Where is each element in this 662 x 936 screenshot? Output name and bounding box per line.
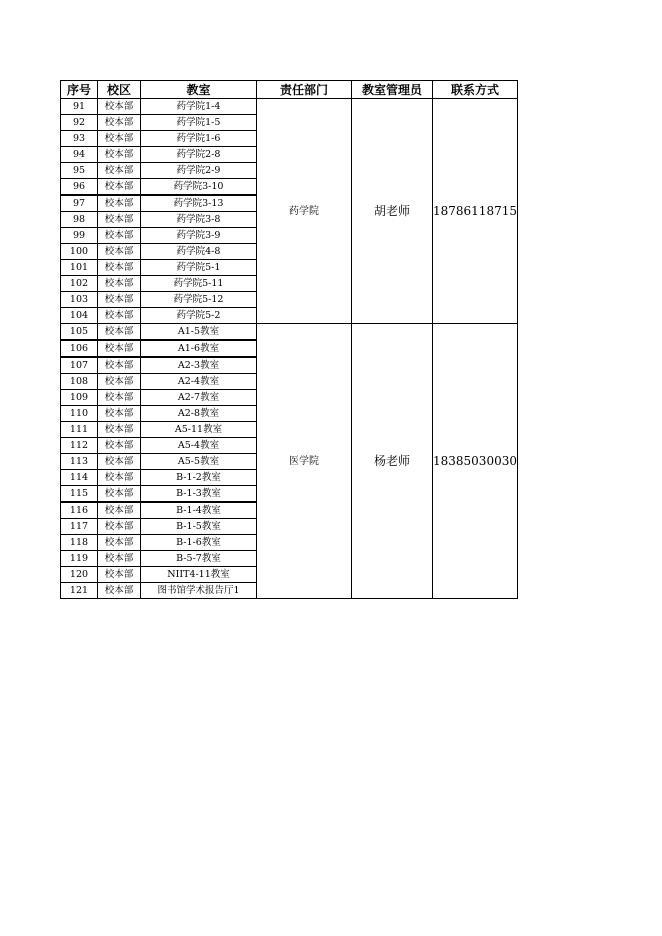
- cell-campus: 校本部: [98, 99, 141, 115]
- cell-campus: 校本部: [98, 535, 141, 551]
- cell-campus: 校本部: [98, 519, 141, 535]
- cell-campus: 校本部: [98, 260, 141, 276]
- classroom-table: [60, 80, 518, 599]
- cell-no: 118: [61, 535, 98, 551]
- header-campus: 校区: [98, 81, 141, 99]
- cell-room: B-1-5教室: [141, 519, 257, 535]
- cell-campus: 校本部: [98, 406, 141, 422]
- cell-manager: 杨老师: [352, 324, 433, 599]
- cell-no: 97: [61, 195, 98, 212]
- header-row: [61, 81, 518, 99]
- cell-room: 药学院2-8: [141, 147, 257, 163]
- cell-campus: 校本部: [98, 486, 141, 503]
- cell-campus: 校本部: [98, 340, 141, 357]
- cell-campus: 校本部: [98, 131, 141, 147]
- cell-campus: 校本部: [98, 195, 141, 212]
- table-body: [61, 99, 518, 599]
- cell-no: 91: [61, 99, 98, 115]
- cell-room: A5-5教室: [141, 454, 257, 470]
- cell-room: B-5-7教室: [141, 551, 257, 567]
- cell-room: 药学院4-8: [141, 244, 257, 260]
- cell-campus: 校本部: [98, 292, 141, 308]
- cell-campus: 校本部: [98, 583, 141, 599]
- cell-campus: 校本部: [98, 422, 141, 438]
- cell-campus: 校本部: [98, 357, 141, 374]
- cell-room: 药学院3-9: [141, 228, 257, 244]
- cell-room: 药学院3-13: [141, 195, 257, 212]
- cell-no: 95: [61, 163, 98, 179]
- cell-no: 104: [61, 308, 98, 324]
- cell-campus: 校本部: [98, 390, 141, 406]
- cell-campus: 校本部: [98, 324, 141, 341]
- cell-room: A2-7教室: [141, 390, 257, 406]
- cell-room: 药学院5-12: [141, 292, 257, 308]
- cell-room: A5-4教室: [141, 438, 257, 454]
- header-room: 教室: [141, 81, 257, 99]
- cell-room: 药学院1-5: [141, 115, 257, 131]
- cell-room: A1-6教室: [141, 340, 257, 357]
- cell-room: A2-3教室: [141, 357, 257, 374]
- cell-campus: 校本部: [98, 244, 141, 260]
- cell-campus: 校本部: [98, 454, 141, 470]
- cell-room: B-1-4教室: [141, 502, 257, 519]
- cell-room: 药学院1-6: [141, 131, 257, 147]
- cell-campus: 校本部: [98, 308, 141, 324]
- cell-department: 药学院: [257, 99, 352, 324]
- cell-no: 100: [61, 244, 98, 260]
- cell-room: B-1-6教室: [141, 535, 257, 551]
- header-department: 责任部门: [257, 81, 352, 99]
- cell-room: 药学院5-11: [141, 276, 257, 292]
- cell-room: A1-5教室: [141, 324, 257, 341]
- cell-phone: 18385030030: [433, 324, 518, 599]
- cell-no: 110: [61, 406, 98, 422]
- cell-no: 93: [61, 131, 98, 147]
- cell-room: 图书馆学术报告厅1: [141, 583, 257, 599]
- cell-no: 114: [61, 470, 98, 486]
- cell-room: NIIT4-11教室: [141, 567, 257, 583]
- cell-campus: 校本部: [98, 228, 141, 244]
- cell-room: A2-8教室: [141, 406, 257, 422]
- cell-no: 107: [61, 357, 98, 374]
- cell-campus: 校本部: [98, 567, 141, 583]
- cell-campus: 校本部: [98, 551, 141, 567]
- cell-no: 106: [61, 340, 98, 357]
- cell-no: 94: [61, 147, 98, 163]
- cell-no: 120: [61, 567, 98, 583]
- cell-no: 115: [61, 486, 98, 503]
- cell-campus: 校本部: [98, 115, 141, 131]
- cell-campus: 校本部: [98, 179, 141, 196]
- cell-campus: 校本部: [98, 470, 141, 486]
- cell-no: 111: [61, 422, 98, 438]
- cell-no: 99: [61, 228, 98, 244]
- table-header: [61, 81, 518, 99]
- cell-campus: 校本部: [98, 163, 141, 179]
- cell-no: 103: [61, 292, 98, 308]
- cell-room: 药学院3-10: [141, 179, 257, 196]
- cell-room: A2-4教室: [141, 374, 257, 390]
- cell-no: 109: [61, 390, 98, 406]
- cell-campus: 校本部: [98, 212, 141, 228]
- cell-room: B-1-3教室: [141, 486, 257, 503]
- cell-room: 药学院5-2: [141, 308, 257, 324]
- cell-no: 117: [61, 519, 98, 535]
- cell-no: 98: [61, 212, 98, 228]
- cell-no: 113: [61, 454, 98, 470]
- cell-no: 116: [61, 502, 98, 519]
- cell-room: A5-11教室: [141, 422, 257, 438]
- cell-no: 119: [61, 551, 98, 567]
- header-manager: 教室管理员: [352, 81, 433, 99]
- cell-room: 药学院2-9: [141, 163, 257, 179]
- cell-campus: 校本部: [98, 147, 141, 163]
- cell-no: 101: [61, 260, 98, 276]
- cell-phone: 18786118715: [433, 99, 518, 324]
- cell-no: 102: [61, 276, 98, 292]
- table-row: [61, 324, 518, 341]
- cell-room: 药学院1-4: [141, 99, 257, 115]
- cell-no: 112: [61, 438, 98, 454]
- cell-no: 96: [61, 179, 98, 196]
- cell-room: 药学院3-8: [141, 212, 257, 228]
- cell-campus: 校本部: [98, 438, 141, 454]
- header-phone: 联系方式: [433, 81, 518, 99]
- table-row: [61, 99, 518, 115]
- cell-no: 105: [61, 324, 98, 341]
- cell-no: 108: [61, 374, 98, 390]
- cell-department: 医学院: [257, 324, 352, 599]
- cell-campus: 校本部: [98, 374, 141, 390]
- cell-manager: 胡老师: [352, 99, 433, 324]
- cell-campus: 校本部: [98, 502, 141, 519]
- cell-no: 121: [61, 583, 98, 599]
- cell-no: 92: [61, 115, 98, 131]
- cell-room: 药学院5-1: [141, 260, 257, 276]
- cell-campus: 校本部: [98, 276, 141, 292]
- header-no: 序号: [61, 81, 98, 99]
- cell-room: B-1-2教室: [141, 470, 257, 486]
